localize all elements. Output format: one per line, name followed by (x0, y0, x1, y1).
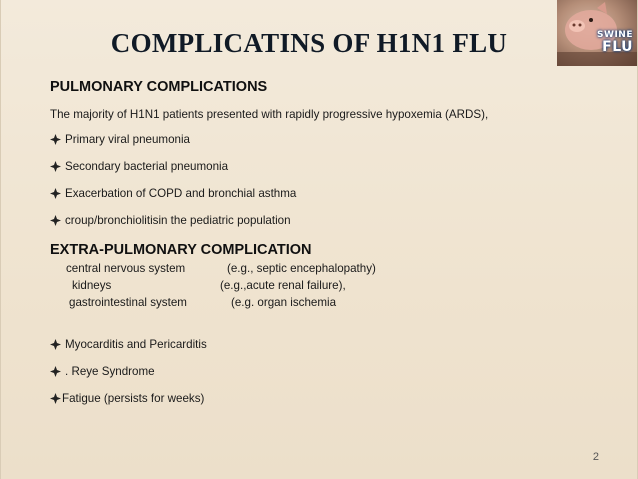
logo-text-flu: FLU (602, 39, 633, 55)
table-row (50, 261, 617, 276)
table-row (50, 278, 617, 293)
bullet-text: . Reye Syndrome (65, 365, 155, 378)
system-name: kidneys (72, 279, 112, 292)
slide-content (50, 78, 617, 406)
bullet-text: Fatigue (persists for weeks) (62, 392, 205, 405)
diamond-bullet-icon (50, 161, 61, 172)
list-item (50, 364, 617, 379)
logo-text-swine: SWINE (597, 30, 633, 40)
bullet-text: Myocarditis and Pericarditis (65, 338, 207, 351)
pulmonary-heading: PULMONARY COMPLICATIONS (50, 79, 268, 95)
bullet-text: croup/bronchiolitisin the pediatric population (65, 214, 291, 227)
system-name: central nervous system (66, 262, 186, 275)
list-item (50, 159, 617, 174)
list-item (50, 337, 617, 352)
list-item (50, 391, 617, 406)
slide-title: COMPLICATINS OF H1N1 FLU (110, 28, 508, 58)
page-number: 2 (592, 451, 599, 463)
pulmonary-intro: The majority of H1N1 patients presented with rapidly progressive hypoxemia (ARDS), (50, 108, 489, 121)
bullet-text: Primary viral pneumonia (65, 133, 191, 146)
extra-pulmonary-heading: EXTRA-PULMONARY COMPLICATION (50, 242, 312, 258)
diamond-bullet-icon (50, 366, 61, 377)
list-item (50, 186, 617, 201)
table-row (50, 295, 617, 310)
list-item (50, 213, 617, 228)
diamond-bullet-icon (50, 134, 61, 145)
diamond-bullet-icon (50, 188, 61, 199)
diamond-bullet-icon (50, 215, 61, 226)
list-item (50, 132, 617, 147)
bullet-text: Secondary bacterial pneumonia (65, 160, 229, 173)
system-example: (e.g., septic encephalopathy) (227, 262, 376, 275)
diamond-bullet-icon (50, 393, 61, 404)
diamond-bullet-icon (50, 339, 61, 350)
bullet-text: Exacerbation of COPD and bronchial asthma (65, 187, 297, 200)
system-example: (e.g.,acute renal failure), (220, 279, 346, 292)
system-example: (e.g. organ ischemia (231, 296, 337, 309)
system-name: gastrointestinal system (69, 296, 187, 309)
